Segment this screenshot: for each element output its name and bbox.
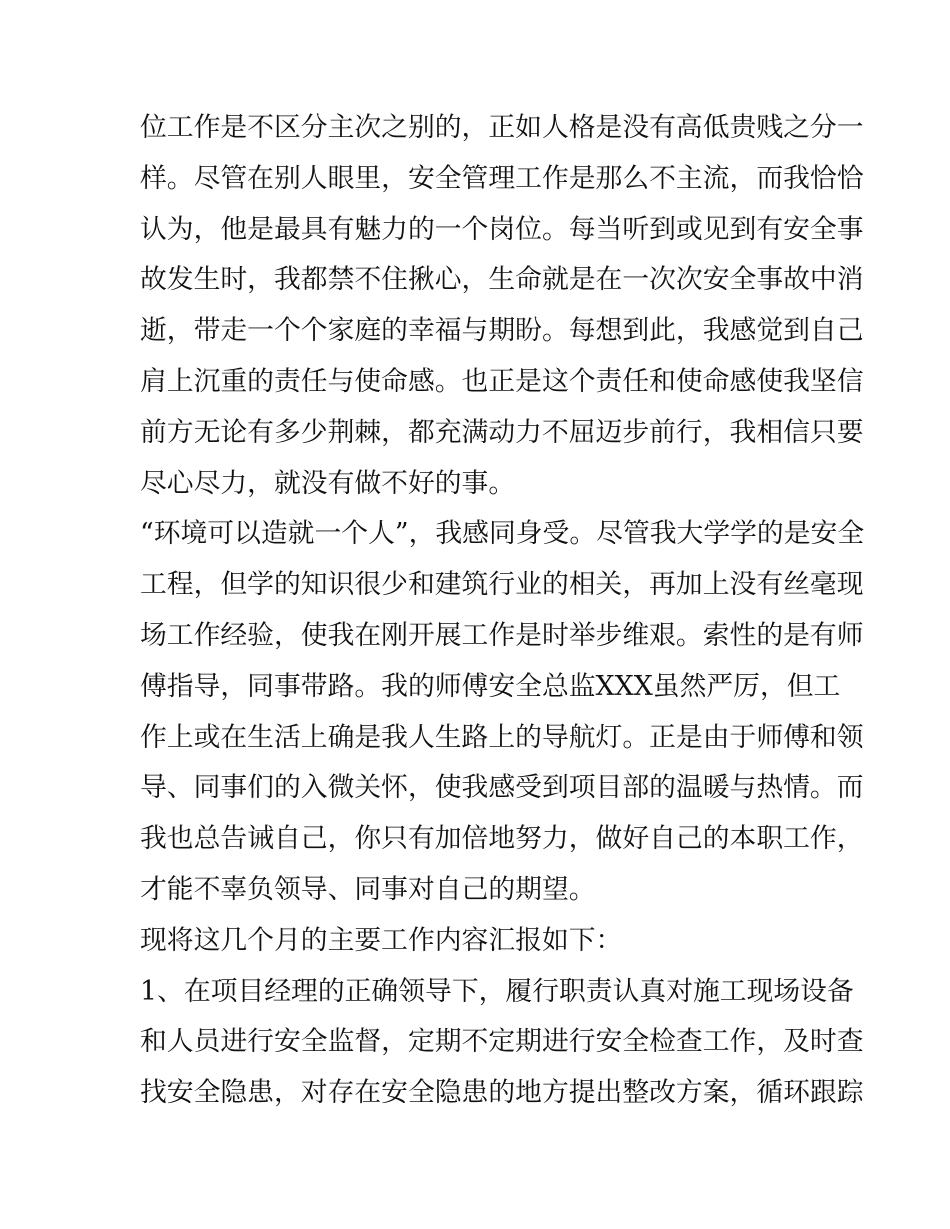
text-line: 作上或在生活上确是我人生路上的导航灯。正是由于师傅和领: [140, 721, 864, 753]
text-line: 故发生时，我都禁不住揪心，生命就是在一次次安全事故中消: [140, 264, 864, 296]
text-line: 样。尽管在别人眼里，安全管理工作是那么不主流，而我恰恰: [140, 162, 864, 194]
text-line: 认为，他是最具有魅力的一个岗位。每当听到或见到有安全事: [140, 213, 864, 245]
text-line: 前方无论有多少荆棘，都充满动力不屈迈步前行，我相信只要: [140, 416, 864, 448]
document-body: [140, 108, 865, 1124]
text-line: 现将这几个月的主要工作内容汇报如下：: [140, 924, 623, 956]
text-line: “环境可以造就一个人”，我感同身受。尽管我大学学的是安全: [140, 518, 865, 550]
text-line: 我也总告诫自己，你只有加倍地努力，做好自己的本职工作，: [140, 823, 864, 855]
text-line: 尽心尽力，就没有做不好的事。: [140, 467, 516, 499]
text-line: 肩上沉重的责任与使命感。也正是这个责任和使命感使我坚信: [140, 365, 864, 397]
text-line: 才能不辜负领导、同事对自己的期望。: [140, 873, 596, 905]
text-line: 场工作经验，使我在刚开展工作是时举步维艰。索性的是有师: [140, 619, 864, 651]
text-line: 傅指导，同事带路。我的师傅安全总监XXX虽然严厉，但工: [140, 670, 841, 702]
text-line: 导、同事们的入微关怀，使我感受到项目部的温暖与热情。而: [140, 772, 864, 804]
text-line: 位工作是不区分主次之别的，正如人格是没有高低贵贱之分一: [140, 112, 864, 143]
text-line: 工程，但学的知识很少和建筑行业的相关，再加上没有丝毫现: [140, 569, 864, 601]
text-line: 找安全隐患，对存在安全隐患的地方提出整改方案，循环跟踪: [140, 1077, 864, 1109]
text-line: 和人员进行安全监督，定期不定期进行安全检查工作，及时查: [140, 1026, 864, 1058]
text-line: 1、在项目经理的正确领导下，履行职责认真对施工现场设备: [140, 975, 854, 1007]
text-line: 逝，带走一个个家庭的幸福与期盼。每想到此，我感觉到自己: [140, 315, 864, 347]
